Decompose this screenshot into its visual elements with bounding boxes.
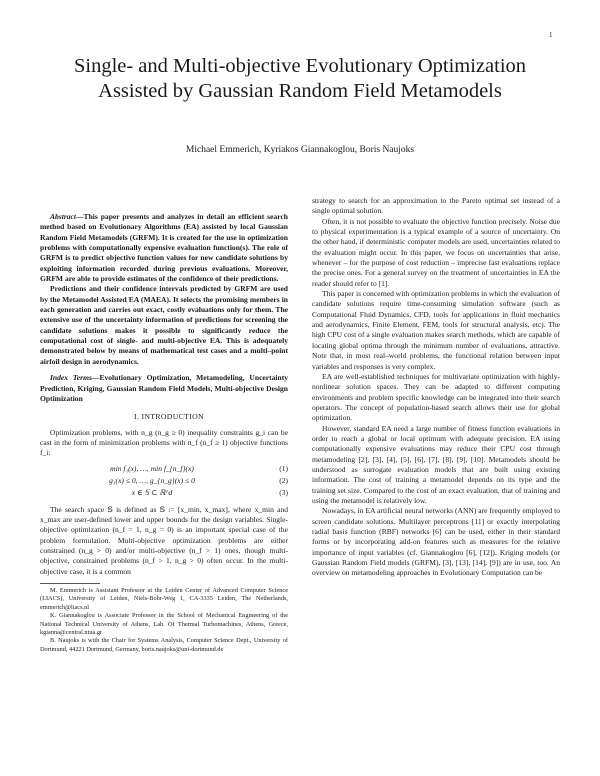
equation-2-number: (2)	[279, 475, 288, 485]
paper-title: Single- and Multi-objective Evolutionary Optimization Assisted by Gaussian Random Field Metamodels	[73, 55, 527, 102]
equation-2	[40, 476, 288, 488]
right-column	[312, 196, 560, 579]
right-paragraph-3: EA are well-established techniques for multivariate optimization with highly-nonlinear solution spaces. They can be adapted to different computing environments and problem specific knowledge can be integrated into their search operators. The concept of population-based search allows their use for global optimization.	[312, 371, 560, 423]
index-terms	[40, 373, 288, 404]
right-paragraph-4: However, standard EA need a large number of fitness function evaluations in order to reach a global or local optimum with adequate precision. EA using computationally expensive evaluations may reduce their CPU cost through metamodeling [2], [3], [4], [5], [6], [7], [8], [9], [10]. Metamodels should be understood as surrogate evaluation models that are built using existing information. The cost of training a metamodel depends on its type and the training set size. Compared to the cost of an exact evaluation, that of training and using the metamodel is relatively low.	[312, 423, 560, 505]
left-column	[40, 212, 288, 654]
right-paragraph-1: Often, it is not possible to evaluate the objective function precisely. Noise due to physical experimentation is a typical example of a source of uncertainty. On the other hand, if deterministic computer models are used, uncertainties related to the evaluation might occur. In this paper, we focus on uncertainties that arise, whenever – for the purpose of cost reduction – imprecise fast evaluations replace the precise ones. For a general survey on the treatment of uncertainties in EA the reader should refer to [1].	[312, 216, 560, 288]
index-terms-label: Index Terms	[50, 373, 92, 383]
index-terms-text: —Evolutionary Optimization, Metamodeling, Uncertainty Prediction, Kriging, Gaussian Random Field Models, Multi-objective Design Optimization	[40, 373, 288, 403]
right-paragraph-2: This paper is concerned with optimization problems in which the evaluation of candidate solutions require time-consuming simulation software (such as Computational Fluid Dynamics, CFD, tools for applications in fluid mechanics and aerodynamics, Finite Element, FEM, tools for structural analysis, etc). The high CPU cost of a single evaluation makes search methods, which are capable of locating global optima through the minimum number of evaluations, attractive. Note that, in most real–world problems, the functional relation between input variables and responses is very complex.	[312, 289, 560, 371]
footnote-rule	[40, 583, 100, 584]
footnote-naujoks: B. Naujoks is with the Chair for Systems Analysis, Computer Science Dept., University of Dortmund, 44221 Dortmund, Germany, boris.naujoks@uni-dortmund.de	[40, 637, 288, 653]
equation-1-body: min f₁(x), …, min f_{n_f}(x)	[110, 463, 194, 473]
footnote-emmerich: M. Emmerich is Assistant Professor at the Leiden Center of Advanced Computer Science (LIACS), University of Leiden, Niels-Bohr-Weg 1, CA-3335 Leiden, The Netherlands, emmerich@liacs.nl	[40, 586, 288, 611]
page-number: 1	[549, 31, 553, 39]
equation-1-number: (1)	[279, 463, 288, 473]
intro-paragraph-2: The search space 𝕊 is defined as 𝕊 := [x_min, x_max], where x_min and x_max are user-defined lower and upper bounds for the design variables. Single-objective optimization (n_f = 1, n_g = 0) is an important special case of the problem formulation. Multi-objective optimization problems are either constrained (n_g > 0) and/or multi-objective (n_f > 1) ones, though multi-objective, constrained problems (n_f > 1, n_g > 0) often occur. In the multi-objective case, it is a common	[40, 504, 288, 576]
abstract-label: Abstract—	[50, 212, 84, 221]
equation-3-body: x ∈ 𝕊 ⊂ ℝ^d	[131, 487, 173, 497]
section-heading-introduction: I. INTRODUCTION	[134, 412, 204, 422]
equation-3	[40, 488, 288, 500]
equation-1	[40, 464, 288, 476]
equation-2-body: g₁(x) ≤ 0, …, g_{n_g}(x) ≤ 0	[109, 475, 195, 485]
footnote-giannakoglou: K. Giannakoglou is Associate Professor in the School of Mechanical Engineering of the National Technical University of Athens, Lab. Of Thermal Turbomachines, Athens, Greece, kgianna@central.ntua.gr	[40, 612, 288, 636]
abstract-paragraph-2: Predictions and their confidence intervals predicted by GRFM are used by the Metamodel Assisted EA (MAEA). It selects the promising members in each generation and carries out exact, costly evaluations only for them. The extensive use of the uncertainty information of predictions for screening the candidate solutions makes it possible to significantly reduce the computational cost of single- and multi-objective EA. This is adequately demonstrated below by means of mathematical test cases and a multi–point airfoil design in aerodynamics.	[40, 284, 288, 366]
abstract-text: This paper presents and analyzes in detail an efficient search method based on Evolutionary Algorithms (EA) assisted by local Gaussian Random Field Metamodels (GRFM). It is created for the use in optimization problems with computationally expensive evaluation function(s). The role of GRFM is to predict objective function values for new candidate solutions by exploiting information recorded during previous evaluations. Moreover, GRFM are able to provide estimates of the confidence of their predictions.	[40, 212, 288, 284]
equation-3-number: (3)	[279, 487, 288, 497]
paper-authors: Michael Emmerich, Kyriakos Giannakoglou, Boris Naujoks	[185, 145, 415, 155]
abstract	[40, 212, 288, 284]
right-paragraph-5: Nowadays, in EA artificial neural networks (ANN) are frequently employed to screen candidate solutions. Multilayer perceptrons [11] or exactly interpolating radial basis function (RBF) networks [6] can be used, either in their standard forms or by incorporating add-on features such as measures for the relative importance of input variables (cf. Giannakoglou [6], [12]). Kriging models (or Gaussian Random Field models (GRFM), [3], [13], [14], [9]) are in use, too. An overview on metamodeling approaches in Evolutionary Computation can be	[312, 506, 560, 578]
right-paragraph-0: strategy to search for an approximation to the Pareto optimal set instead of a single optimal solution.	[312, 196, 560, 216]
intro-paragraph-1: Optimization problems, with n_g (n_g ≥ 0) inequality constraints g_i can be cast in the form of minimization problems with n_f (n_f ≥ 1) objective functions f_i:	[40, 427, 288, 458]
